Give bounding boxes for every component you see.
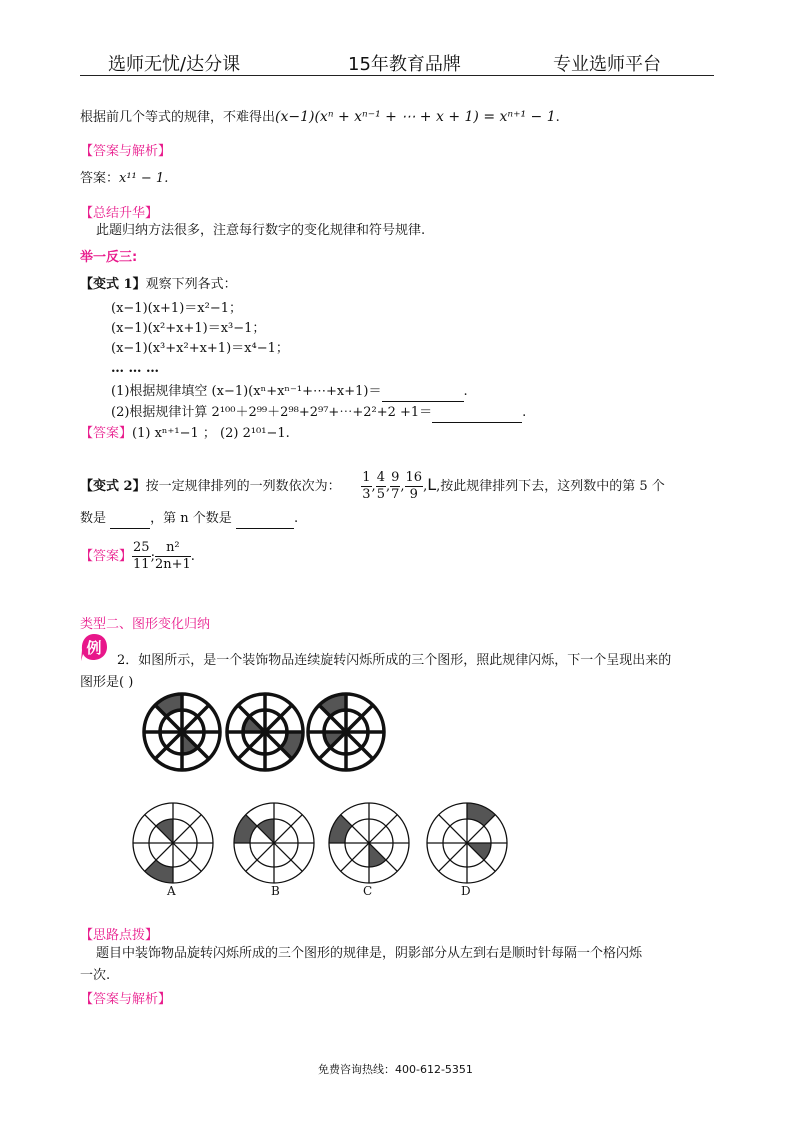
variant1-q2-text: (2)根据规律计算 2¹⁰⁰＋2⁹⁹＋2⁹⁸+2⁹⁷+⋯+2²+2 +1＝ xyxy=(111,405,433,420)
answer-fraction-2: $\frac{\text{n²}}{2n+1}$ xyxy=(154,540,191,572)
option-label-d: D xyxy=(461,884,471,898)
intro-line: 根据前几个等式的规律，不难得出(x−1)(xⁿ + xⁿ⁻¹ + ⋯ + x + 1) = xⁿ⁺¹ − 1. xyxy=(80,109,560,125)
summary-tag: 【总结升华】 xyxy=(80,206,159,221)
question-wheel-1 xyxy=(144,694,220,770)
variant1-line-1: (x−1)(x+1)＝x²−1； xyxy=(111,301,242,316)
hint-tag: 【思路点拨】 xyxy=(80,928,159,943)
shaded-sector xyxy=(257,819,274,843)
type2-question-line2: 图形是( ) xyxy=(80,675,134,690)
variant2-blank-2 xyxy=(236,510,294,529)
variant1-q1-text: (1)根据规律填空 (x−1)(xⁿ+xⁿ⁻¹+⋯+x+1)＝ xyxy=(111,384,382,399)
type2-title: 类型二、图形变化归纳 xyxy=(80,617,211,632)
sequence-fraction: $\frac{4}{5}$ xyxy=(376,470,385,502)
variant1-q2-blank xyxy=(432,404,522,423)
variant1-tag: 【变式 1】 xyxy=(80,277,146,292)
option-wheel-c xyxy=(329,803,409,883)
answer-fraction-1: $\frac{25}{11}$ xyxy=(133,540,150,572)
header-right: 专业选师平台 xyxy=(553,54,661,75)
answer1-label: 答案： xyxy=(80,171,120,186)
option-label-a: A xyxy=(167,884,176,898)
variant2-line2-a: 数是 xyxy=(80,511,107,526)
variant1-heading xyxy=(80,276,237,294)
answer1-value: x¹¹ − 1. xyxy=(119,171,169,186)
sequence-ellipsis: L xyxy=(427,475,437,494)
variant2-line1: 【变式 2】按一定规律排列的一列数依次为： $\frac{1}{3}$ , $\frac{4}{5}$ , $\frac{9}{7}$ , $\frac{16}{9}$ ,L,按此规律排列下去，这列数中的第 5 个 xyxy=(80,470,665,502)
variant2-answer-tag: 【答案】 xyxy=(80,549,133,564)
variant2-tag: 【变式 2】 xyxy=(80,479,146,494)
hint-line1: 题目中装饰物品旋转闪烁所成的三个图形的规律是，阴影部分从左到右是顺时针每隔一个格闪烁 xyxy=(96,946,643,961)
variant1-line-4: … … … xyxy=(111,361,160,376)
answer2-tag: 【答案与解析】 xyxy=(80,992,172,1007)
answer1-line xyxy=(80,170,168,188)
shaded-sector xyxy=(156,819,173,843)
shaded-sector xyxy=(234,815,257,843)
variant2-text-a: 按一定规律排列的一列数依次为： xyxy=(145,479,341,494)
variant1-answer-tag: 【答案】 xyxy=(80,426,133,441)
sequence-fraction: $\frac{16}{9}$ xyxy=(405,470,423,502)
shaded-sector xyxy=(467,843,491,860)
option-label-c: C xyxy=(363,884,373,898)
variant2-line2: 数是 ，第 n 个数是 . xyxy=(80,510,298,529)
header-left: 选师无忧/达分课 xyxy=(108,54,241,75)
footer-hotline: 免费咨询热线：400-612-5351 xyxy=(318,1063,473,1076)
option-wheel-a xyxy=(133,803,213,883)
header-center: 15年教育品牌 xyxy=(348,54,461,75)
variant1-q1: (1)根据规律填空 (x−1)(xⁿ+xⁿ⁻¹+⋯+x+1)＝ . xyxy=(111,383,468,402)
type2-question-line1: 2．如图所示，是一个装饰物品连续旋转闪烁所成的三个图形，照此规律闪烁，下一个呈现出来的 xyxy=(117,653,672,668)
example-badge xyxy=(79,632,109,662)
ju-yi-fan-san: 举一反三: xyxy=(80,250,138,265)
shaded-sector xyxy=(467,803,495,826)
shaded-sector xyxy=(145,860,173,883)
variant1-answer-text: (1) xⁿ⁺¹−1 ； (2) 2¹⁰¹−1. xyxy=(132,426,290,441)
header-rule xyxy=(80,75,714,76)
summary-text: 此题归纳方法很多，注意每行数字的变化规律和符号规律. xyxy=(96,223,426,238)
intro-formula: (x−1)(xⁿ + xⁿ⁻¹ + ⋯ + x + 1) = xⁿ⁺¹ − 1 xyxy=(275,109,556,125)
shaded-sector xyxy=(329,815,352,843)
variant1-intro: 观察下列各式： xyxy=(145,277,237,292)
option-label-b: B xyxy=(271,884,280,898)
question-wheel-3 xyxy=(308,694,384,770)
variant1-q1-blank xyxy=(382,383,464,402)
shaded-sector xyxy=(369,843,386,867)
question-figures xyxy=(140,690,400,780)
svg-text:例: 例 xyxy=(86,639,102,657)
sequence-fraction: $\frac{1}{3}$ xyxy=(362,470,371,502)
variant1-line-2: (x−1)(x²+x+1)＝x³−1； xyxy=(111,321,266,336)
variant2-blank-1 xyxy=(110,510,150,529)
variant1-answer xyxy=(80,425,290,443)
variant1-line-3: (x−1)(x³+x²+x+1)＝x⁴−1； xyxy=(111,341,289,356)
variant2-text-b: ,按此规律排列下去，这列数中的第 5 个 xyxy=(436,479,665,494)
sequence-fraction: $\frac{9}{7}$ xyxy=(391,470,400,502)
variant2-line2-b: ，第 n 个数是 xyxy=(150,511,232,526)
answer1-tag: 【答案与解析】 xyxy=(80,144,172,159)
variant2-answer: 【答案】 $\frac{25}{11}$ ; $\frac{\text{n²}}{2n+1}$ . xyxy=(80,540,195,572)
intro-prefix: 根据前几个等式的规律，不难得出 xyxy=(80,110,276,125)
variant1-q2: (2)根据规律计算 2¹⁰⁰＋2⁹⁹＋2⁹⁸+2⁹⁷+⋯+2²+2 +1＝ . xyxy=(111,404,526,423)
hint-line2: 一次. xyxy=(80,968,111,983)
option-wheel-d xyxy=(427,803,507,883)
example-badge-shape xyxy=(79,632,109,662)
question-wheel-2 xyxy=(227,694,303,770)
option-wheel-b xyxy=(234,803,314,883)
